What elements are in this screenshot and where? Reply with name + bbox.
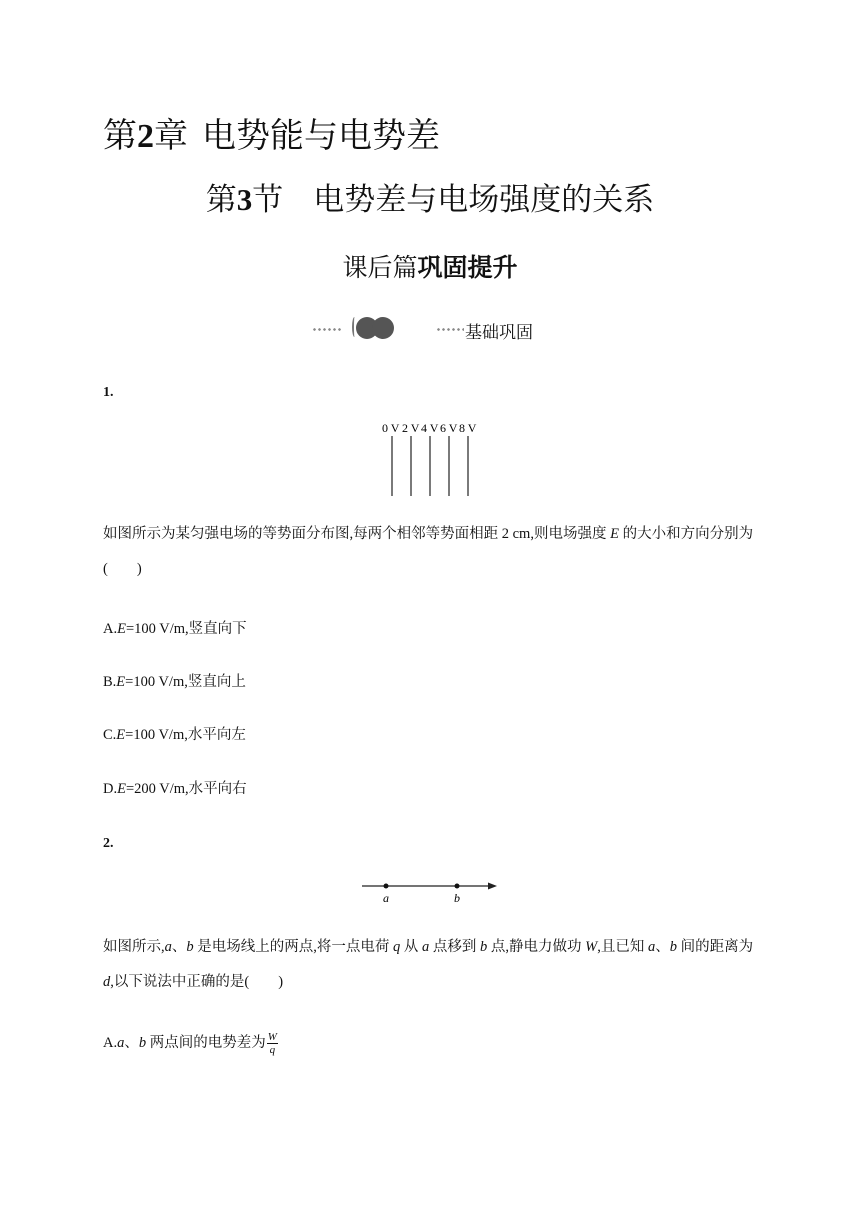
- chapter-name: 电势能与电势差: [202, 116, 440, 156]
- figure-label-6v: 6 V: [440, 421, 458, 435]
- part-heading-bold: 巩固提升: [417, 253, 518, 282]
- point-a: [384, 884, 389, 889]
- q1-option-b: B.E=100 V/m,竖直向上: [103, 674, 246, 690]
- section-title: [0, 174, 860, 219]
- figure-label-8v: 8 V: [459, 421, 477, 435]
- figure-label-4v: 4 V: [421, 421, 439, 435]
- q1-option-a: A.E=100 V/m,竖直向下: [103, 621, 247, 637]
- part-heading-normal: 课后篇: [342, 253, 418, 282]
- badge-icon: [350, 314, 400, 344]
- figure-label-2v: 2 V: [402, 421, 420, 435]
- badge-dots-left: [312, 328, 342, 331]
- part-heading: [0, 248, 860, 284]
- figure-label-0v: 0 V: [382, 421, 400, 435]
- q1-option-c: C.E=100 V/m,水平向左: [103, 727, 246, 743]
- section-badge: [312, 314, 582, 344]
- fraction-w-over-q: $\frac{W}{q}$: [267, 1031, 277, 1057]
- badge-dots-right: [436, 328, 464, 331]
- point-a-label: a: [383, 891, 389, 905]
- chapter-suffix: 章: [154, 116, 188, 156]
- chapter-number: 2: [137, 118, 154, 155]
- badge-label: 基础巩固: [465, 323, 533, 343]
- point-b-label: b: [454, 891, 460, 905]
- section-name: 电势差与电场强度的关系: [313, 182, 655, 218]
- field-line-figure: [358, 876, 500, 908]
- equipotential-figure: [380, 418, 480, 500]
- section-number: 3: [236, 182, 253, 217]
- question-1-stem: 如图所示为某匀强电场的等势面分布图,每两个相邻等势面相距 2 cm,则电场强度 E 的大小和方向分别为( ): [103, 526, 754, 577]
- question-2-number: 2.: [103, 836, 114, 851]
- question-1-number: 1.: [103, 385, 114, 400]
- section-prefix: 第: [205, 182, 237, 218]
- q2-option-a: A.a、b 两点间的电势差为 $\frac{W}{q}$: [103, 1031, 277, 1057]
- section-suffix: 节: [252, 182, 284, 218]
- field-line-arrowhead: [488, 883, 497, 890]
- point-b: [455, 884, 460, 889]
- question-2-stem: 如图所示,a、b 是电场线上的两点,将一点电荷 q 从 a 点移到 b 点,静电力做功 W,且已知 a、b 间的距离为 d,以下说法中正确的是( ): [103, 939, 754, 990]
- chapter-title: [103, 108, 440, 157]
- chapter-prefix: 第: [103, 116, 137, 156]
- q1-option-d: D.E=200 V/m,水平向右: [103, 781, 247, 797]
